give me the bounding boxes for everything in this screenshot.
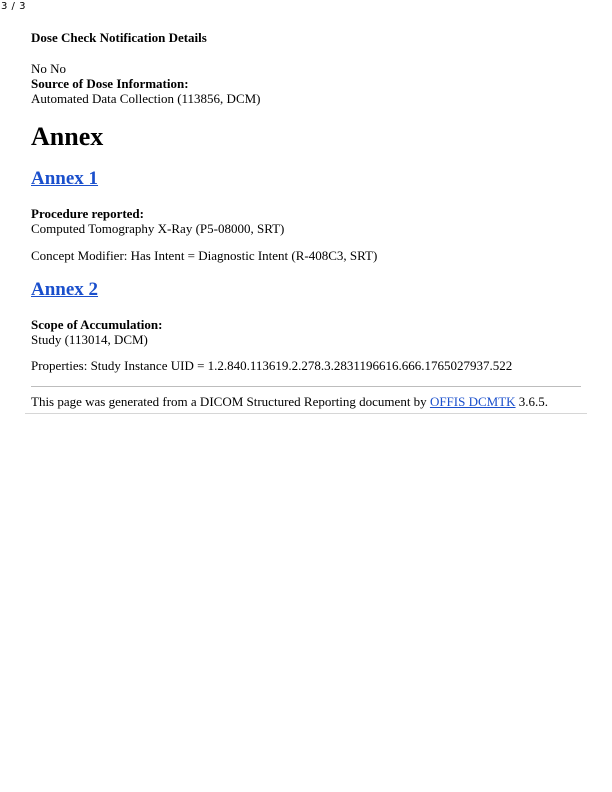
annex-heading: Annex [31,122,104,151]
offis-dcmtk-link[interactable]: OFFIS DCMTK [429,394,516,409]
footer [31,394,548,409]
procedure-value: Computed Tomography X-Ray (P5-08000, SRT) [31,221,285,236]
scope-block [31,317,162,347]
dose-check-value: No No [31,61,67,76]
footer-prefix: This page was generated from a DICOM Structured Reporting document by [31,394,430,409]
scope-label: Scope of Accumulation: [31,317,163,332]
source-value: Automated Data Collection (113856, DCM) [31,91,261,106]
annex-2-link[interactable]: Annex 2 [31,279,99,300]
source-label: Source of Dose Information: [31,76,189,91]
scope-value: Study (113014, DCM) [31,332,148,347]
procedure-label: Procedure reported: [31,206,144,221]
properties-text: Properties: Study Instance UID = 1.2.840.113619.2.278.3.2831196616.666.1765027937.522 [31,358,513,373]
dose-check-title: Dose Check Notification Details [31,30,207,45]
page-number: 3 / 3 [1,1,26,12]
concept-modifier-text: Concept Modifier: Has Intent = Diagnostic Intent (R-408C3, SRT) [31,248,378,263]
footer-divider-bottom [25,413,587,414]
dose-check-block [31,61,261,106]
concept-modifier [31,248,377,263]
annex-1-link[interactable]: Annex 1 [31,168,99,189]
footer-suffix: 3.6.5. [515,394,549,409]
footer-divider-top [31,386,581,387]
procedure-block [31,206,284,236]
properties-block [31,358,512,373]
